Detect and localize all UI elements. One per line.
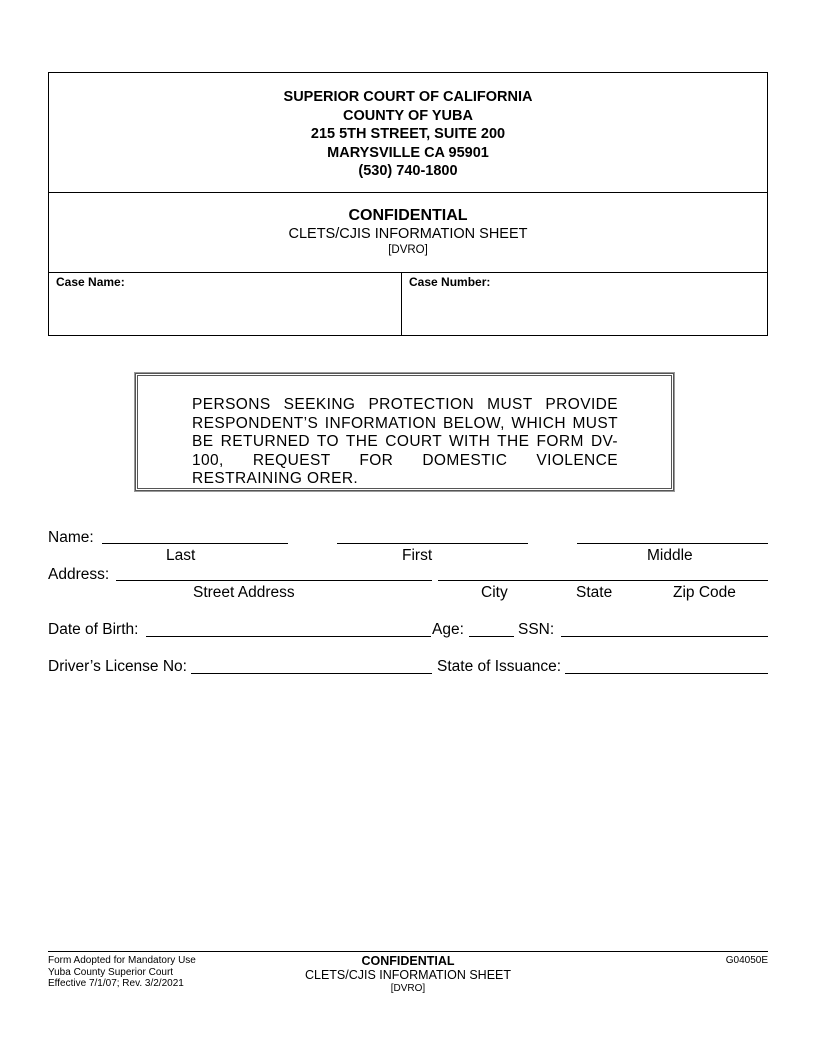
state-caption: State (576, 584, 613, 601)
city-state-zip-line[interactable] (438, 580, 768, 581)
age-line[interactable] (469, 636, 514, 637)
court-phone: (530) 740-1800 (358, 163, 458, 179)
dob-label: Date of Birth: (48, 621, 139, 638)
court-county: COUNTY OF YUBA (343, 107, 473, 124)
court-city: MARYSVILLE CA 95901 (327, 144, 489, 161)
last-name-line[interactable] (102, 543, 288, 544)
notice-text: PERSONS SEEKING PROTECTION MUST PROVIDE RESPONDENT’S INFORMATION BELOW, WHICH MUST BE RETURNED TO THE COURT WITH THE FORM DV-100, REQUEST FOR DOMESTIC VIOLENCE RESTRAINING ORER. (192, 396, 618, 487)
confidential-heading: CONFIDENTIAL (348, 207, 468, 224)
form-title (49, 193, 767, 273)
issuance-line[interactable] (565, 673, 768, 674)
footer-form-code: G04050E (725, 955, 768, 966)
case-number-field[interactable] (402, 273, 767, 335)
notice-box (135, 373, 674, 491)
case-number-label: Case Number: (409, 275, 491, 289)
zip-caption: Zip Code (673, 584, 736, 601)
form-code-dvro: [DVRO] (388, 244, 428, 256)
case-name-field[interactable] (49, 273, 402, 335)
ssn-line[interactable] (561, 636, 768, 637)
name-label: Name: (48, 529, 94, 546)
middle-name-line[interactable] (577, 543, 768, 544)
footer-left-line3: Effective 7/1/07; Rev. 3/2/2021 (48, 978, 184, 989)
age-label: Age: (432, 621, 464, 638)
footer-left-line2: Yuba County Superior Court (48, 966, 174, 978)
city-caption: City (481, 584, 508, 601)
court-name: SUPERIOR COURT OF CALIFORNIA (283, 89, 533, 105)
issuance-label: State of Issuance: (437, 658, 562, 675)
footer-adoption (48, 955, 196, 990)
sheet-title: CLETS/CJIS INFORMATION SHEET (288, 226, 528, 242)
header-table (48, 72, 768, 336)
street-address-line[interactable] (116, 580, 432, 581)
footer-confidential: CONFIDENTIAL (361, 954, 455, 968)
first-name-line[interactable] (337, 543, 528, 544)
drivers-license-label: Driver’s License No: (48, 658, 187, 675)
court-header (49, 73, 767, 193)
address-label: Address: (48, 566, 110, 583)
footer-sheet-title: CLETS/CJIS INFORMATION SHEET (304, 968, 512, 982)
last-caption: Last (166, 547, 196, 564)
footer-left-line1: Form Adopted for Mandatory Use (48, 955, 196, 966)
drivers-license-line[interactable] (191, 673, 432, 674)
case-name-label: Case Name: (56, 275, 125, 289)
court-street: 215 5TH STREET, SUITE 200 (310, 126, 506, 142)
middle-caption: Middle (647, 547, 693, 564)
ssn-label: SSN: (518, 621, 555, 638)
footer-dvro: [DVRO] (390, 983, 426, 994)
street-caption: Street Address (193, 584, 295, 601)
dob-line[interactable] (146, 636, 431, 637)
footer-title (248, 954, 568, 995)
footer-rule (48, 951, 768, 952)
first-caption: First (402, 547, 433, 564)
